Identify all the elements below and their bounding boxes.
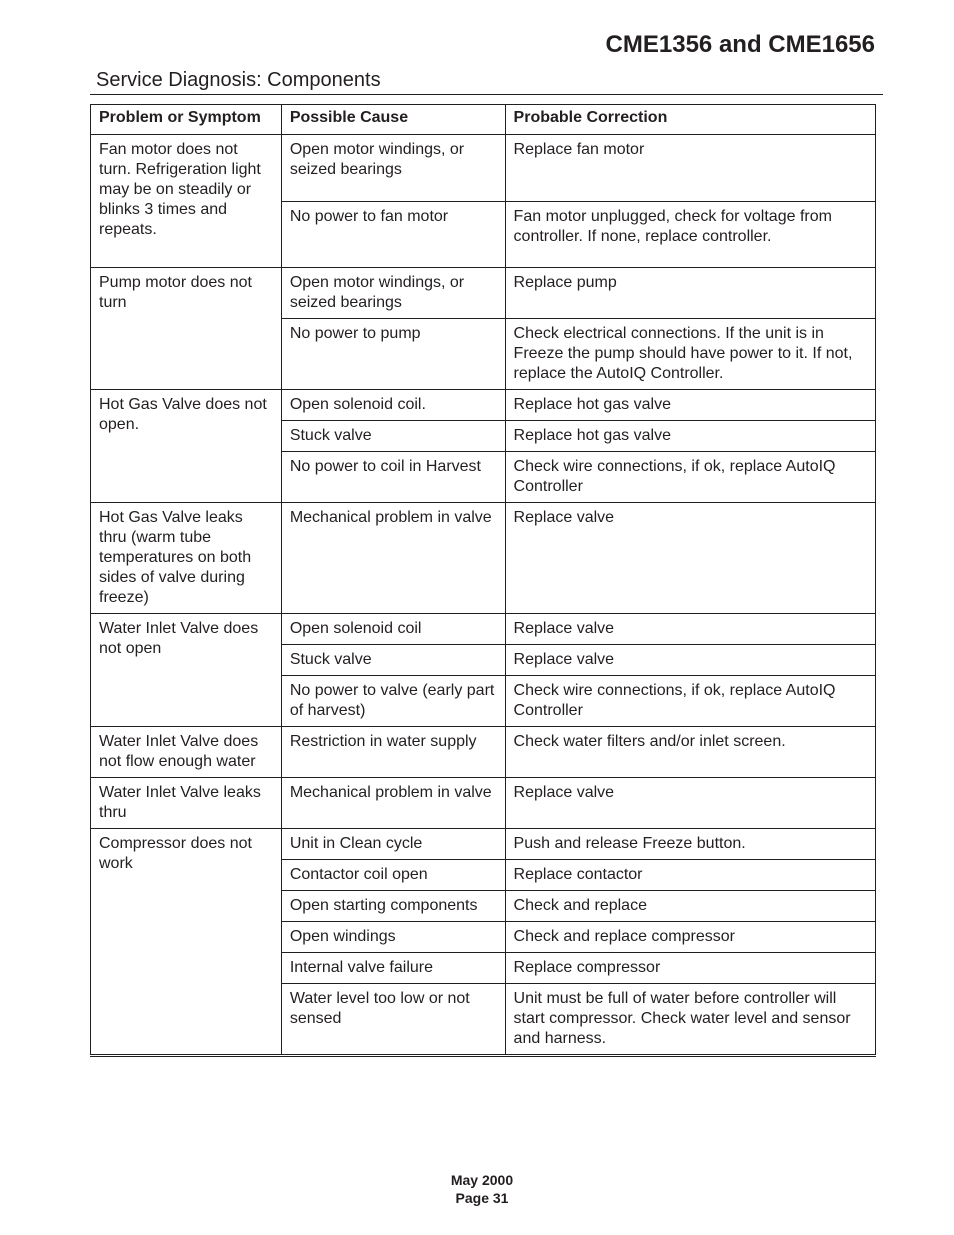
column-header-cause: Possible Cause	[281, 105, 505, 135]
cause-cell: No power to coil in Harvest	[281, 452, 505, 503]
correction-cell: Check wire connections, if ok, replace AutoIQ Controller	[505, 452, 875, 503]
cause-cell: Internal valve failure	[281, 953, 505, 984]
problem-cell: Compressor does not work	[91, 829, 282, 1056]
cause-cell: Open solenoid coil.	[281, 390, 505, 421]
correction-cell: Fan motor unplugged, check for voltage from controller. If none, replace controller.	[505, 201, 875, 268]
cause-cell: Open windings	[281, 922, 505, 953]
correction-cell: Check wire connections, if ok, replace AutoIQ Controller	[505, 676, 875, 727]
correction-cell: Push and release Freeze button.	[505, 829, 875, 860]
table-row	[91, 390, 876, 421]
problem-cell: Pump motor does not turn	[91, 268, 282, 390]
footer-page-number: Page 31	[455, 1190, 509, 1206]
correction-cell: Check electrical connections. If the unit is in Freeze the pump should have power to it. If not, replace the AutoIQ Controller.	[505, 319, 875, 390]
cause-cell: Mechanical problem in valve	[281, 503, 505, 614]
cause-cell: Mechanical problem in valve	[281, 778, 505, 829]
table-row	[91, 135, 876, 202]
problem-cell: Hot Gas Valve does not open.	[91, 390, 282, 503]
problem-cell: Water Inlet Valve does not open	[91, 614, 282, 727]
problem-cell: Hot Gas Valve leaks thru (warm tube temperatures on both sides of valve during freeze)	[91, 503, 282, 614]
cause-cell: Water level too low or not sensed	[281, 984, 505, 1056]
table-body	[91, 135, 876, 1056]
correction-cell: Replace fan motor	[505, 135, 875, 202]
footer-date: May 2000	[450, 1172, 514, 1188]
correction-cell: Check and replace	[505, 891, 875, 922]
cause-cell: Open motor windings, or seized bearings	[281, 268, 505, 319]
cause-cell: No power to valve (early part of harvest)	[281, 676, 505, 727]
correction-cell: Unit must be full of water before controller will start compressor. Check water level and sensor and harness.	[505, 984, 875, 1056]
page-footer	[0, 1171, 954, 1207]
correction-cell: Replace valve	[505, 503, 875, 614]
cause-cell: Stuck valve	[281, 645, 505, 676]
correction-cell: Check water filters and/or inlet screen.	[505, 727, 875, 778]
correction-cell: Replace valve	[505, 614, 875, 645]
table-row	[91, 829, 876, 860]
table-row	[91, 778, 876, 829]
cause-cell: Open solenoid coil	[281, 614, 505, 645]
correction-cell: Check and replace compressor	[505, 922, 875, 953]
problem-cell: Fan motor does not turn. Refrigeration light may be on steadily or blinks 3 times and repeats.	[91, 135, 282, 268]
header-rule	[90, 94, 883, 95]
cause-cell: Open motor windings, or seized bearings	[281, 135, 505, 202]
cause-cell: No power to pump	[281, 319, 505, 390]
correction-cell: Replace compressor	[505, 953, 875, 984]
correction-cell: Replace pump	[505, 268, 875, 319]
problem-cell: Water Inlet Valve does not flow enough water	[91, 727, 282, 778]
cause-cell: Unit in Clean cycle	[281, 829, 505, 860]
correction-cell: Replace contactor	[505, 860, 875, 891]
document-title: CME1356 and CME1656	[605, 31, 875, 58]
problem-cell: Water Inlet Valve leaks thru	[91, 778, 282, 829]
correction-cell: Replace valve	[505, 645, 875, 676]
table-row	[91, 727, 876, 778]
column-header-correction: Probable Correction	[505, 105, 875, 135]
table-row	[91, 503, 876, 614]
correction-cell: Replace hot gas valve	[505, 390, 875, 421]
diagnosis-table	[90, 104, 876, 1057]
table-row	[91, 268, 876, 319]
column-header-problem: Problem or Symptom	[91, 105, 282, 135]
cause-cell: No power to fan motor	[281, 201, 505, 268]
correction-cell: Replace valve	[505, 778, 875, 829]
table-row	[91, 614, 876, 645]
cause-cell: Stuck valve	[281, 421, 505, 452]
table-header-row	[91, 105, 876, 135]
cause-cell: Contactor coil open	[281, 860, 505, 891]
cause-cell: Open starting components	[281, 891, 505, 922]
section-title: Service Diagnosis: Components	[96, 69, 381, 91]
correction-cell: Replace hot gas valve	[505, 421, 875, 452]
cause-cell: Restriction in water supply	[281, 727, 505, 778]
